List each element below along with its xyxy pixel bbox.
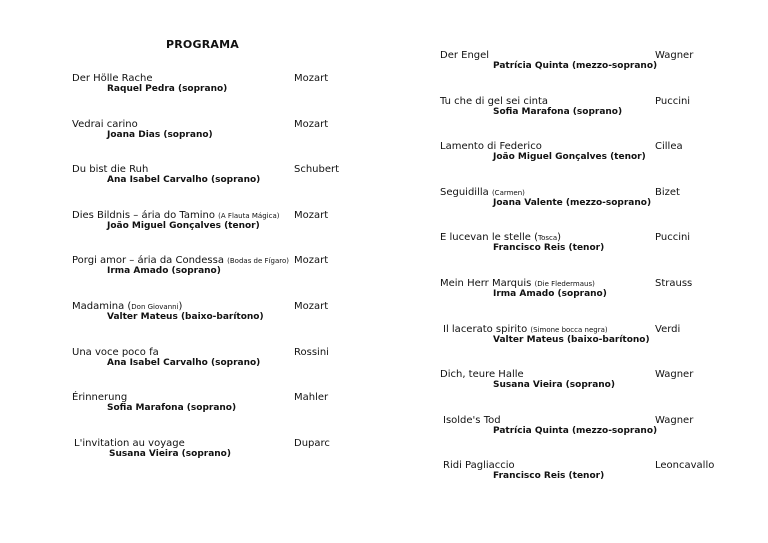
work-title xyxy=(72,255,289,266)
composer-name: Mozart xyxy=(294,255,329,267)
composer-name: Wagner xyxy=(655,50,694,61)
composer-name: Mozart xyxy=(294,209,329,221)
work-title xyxy=(443,324,608,335)
program-entry xyxy=(443,460,733,490)
work-title-text: E lucevan le stelle ( xyxy=(440,232,539,244)
work-title xyxy=(440,96,548,107)
work-title-text: Madamina ( xyxy=(72,301,132,312)
program-entry xyxy=(443,324,733,354)
work-title xyxy=(72,119,138,130)
program-entry xyxy=(440,96,730,126)
work-title xyxy=(440,232,561,243)
work-source: (A Flauta Mágica) xyxy=(218,211,280,220)
performer-name: Valter Mateus (baixo-barítono) xyxy=(493,334,650,345)
program-entry xyxy=(440,187,730,217)
program-entry xyxy=(440,278,730,308)
composer-name: Wagner xyxy=(655,369,694,381)
performer-name: Joana Dias (soprano) xyxy=(107,129,213,140)
program-entry xyxy=(72,164,362,194)
composer-name: Schubert xyxy=(294,164,340,176)
work-title xyxy=(72,301,182,312)
composer-name: Rossini xyxy=(294,346,329,358)
work-source: (Bodas de Fígaro) xyxy=(227,257,289,266)
work-title-text: Isolde's Tod xyxy=(443,414,501,426)
composer-name: Puccini xyxy=(655,95,691,107)
performer-name: Sofia Marafona (soprano) xyxy=(107,403,237,414)
work-title xyxy=(440,187,525,198)
composer-name: Mozart xyxy=(294,118,329,130)
performer-name: Patrícia Quinta (mezzo-soprano) xyxy=(493,61,658,71)
performer-name: Susana Vieira (soprano) xyxy=(493,380,615,391)
program-entry xyxy=(72,210,362,240)
work-source: Don Giovanni xyxy=(131,303,179,311)
performer-name: Valter Mateus (baixo-barítono) xyxy=(107,312,264,322)
program-entry xyxy=(72,347,362,377)
composer-name: Leoncavallo xyxy=(655,460,715,472)
work-title-text: Ridi Pagliaccio xyxy=(443,460,515,472)
composer-name: Duparc xyxy=(294,437,330,449)
work-title-text: Érinnerung xyxy=(72,392,128,404)
work-title-text: L'invitation au voyage xyxy=(74,437,185,449)
composer-name: Verdi xyxy=(655,323,681,335)
performer-name: Irma Amado (soprano) xyxy=(107,266,221,277)
program-entry xyxy=(443,415,733,445)
work-title xyxy=(72,347,159,358)
work-title-text: Der Engel xyxy=(440,50,490,61)
work-title-text: Tu che di gel sei cinta xyxy=(440,95,549,107)
performer-name: Joana Valente (mezzo-soprano) xyxy=(493,197,652,208)
work-title-text: Dich, teure Halle xyxy=(440,369,524,381)
program-entry xyxy=(72,392,362,422)
work-title xyxy=(74,438,185,449)
work-source: (Carmen) xyxy=(491,188,525,197)
work-title-end: ) xyxy=(178,301,183,312)
work-title-text: Du bist die Ruh xyxy=(72,164,149,176)
work-title-text: Lamento di Federico xyxy=(440,141,542,153)
work-title xyxy=(440,278,595,289)
work-title xyxy=(72,73,153,84)
performer-name: Ana Isabel Carvalho (soprano) xyxy=(107,175,261,186)
work-source: (Simone bocca negra) xyxy=(530,325,608,334)
work-title xyxy=(440,369,524,380)
performer-name: Patrícia Quinta (mezzo-soprano) xyxy=(493,425,658,436)
work-title-text: Vedrai carino xyxy=(72,118,138,130)
performer-name: Irma Amado (soprano) xyxy=(493,289,607,299)
performer-name: Ana Isabel Carvalho (soprano) xyxy=(107,357,261,368)
work-title-text: Mein Herr Marquis xyxy=(440,278,535,289)
program-entry xyxy=(440,141,730,171)
work-title xyxy=(72,210,279,221)
composer-name: Mozart xyxy=(294,301,329,312)
composer-name: Wagner xyxy=(655,414,694,426)
work-title-text: Il lacerato spirito xyxy=(443,323,531,335)
work-title-text: Dies Bildnis – ária do Tamino xyxy=(72,209,219,221)
composer-name: Mozart xyxy=(294,73,329,84)
performer-name: Francisco Reis (tenor) xyxy=(493,243,605,254)
work-title xyxy=(443,460,515,471)
performer-name: João Miguel Gonçalves (tenor) xyxy=(493,152,646,163)
program-entry xyxy=(72,301,362,331)
work-title xyxy=(72,164,148,175)
work-title-text: Una voce poco fa xyxy=(72,346,159,358)
performer-name: Raquel Pedra (soprano) xyxy=(107,84,228,94)
performer-name: Francisco Reis (tenor) xyxy=(493,471,605,482)
composer-name: Bizet xyxy=(655,186,680,198)
work-title xyxy=(440,141,542,152)
work-title-text: Der Hölle Rache xyxy=(72,73,153,84)
performer-name: Sofia Marafona (soprano) xyxy=(493,106,623,117)
composer-name: Mahler xyxy=(294,392,329,404)
work-source: (Die Fledermaus) xyxy=(534,280,595,288)
work-title xyxy=(72,392,127,403)
program-entry xyxy=(74,438,364,468)
program-entry xyxy=(440,50,730,80)
work-title xyxy=(443,415,501,426)
program-entry xyxy=(72,119,362,149)
work-title-text: Seguidilla xyxy=(440,186,492,198)
work-title-text: Porgi amor – ária da Condessa xyxy=(72,255,228,267)
program-entry xyxy=(440,232,730,262)
work-title xyxy=(440,50,489,61)
performer-name: João Miguel Gonçalves (tenor) xyxy=(107,220,260,231)
program-title: PROGRAMA xyxy=(166,38,239,51)
program-entry xyxy=(72,73,362,103)
work-title-end: ) xyxy=(557,232,562,244)
work-source: Tosca xyxy=(538,234,558,243)
program-entry xyxy=(72,255,362,285)
composer-name: Strauss xyxy=(655,278,693,289)
composer-name: Puccini xyxy=(655,232,691,244)
program-entry xyxy=(440,369,730,399)
composer-name: Cillea xyxy=(655,141,683,153)
performer-name: Susana Vieira (soprano) xyxy=(109,448,231,459)
